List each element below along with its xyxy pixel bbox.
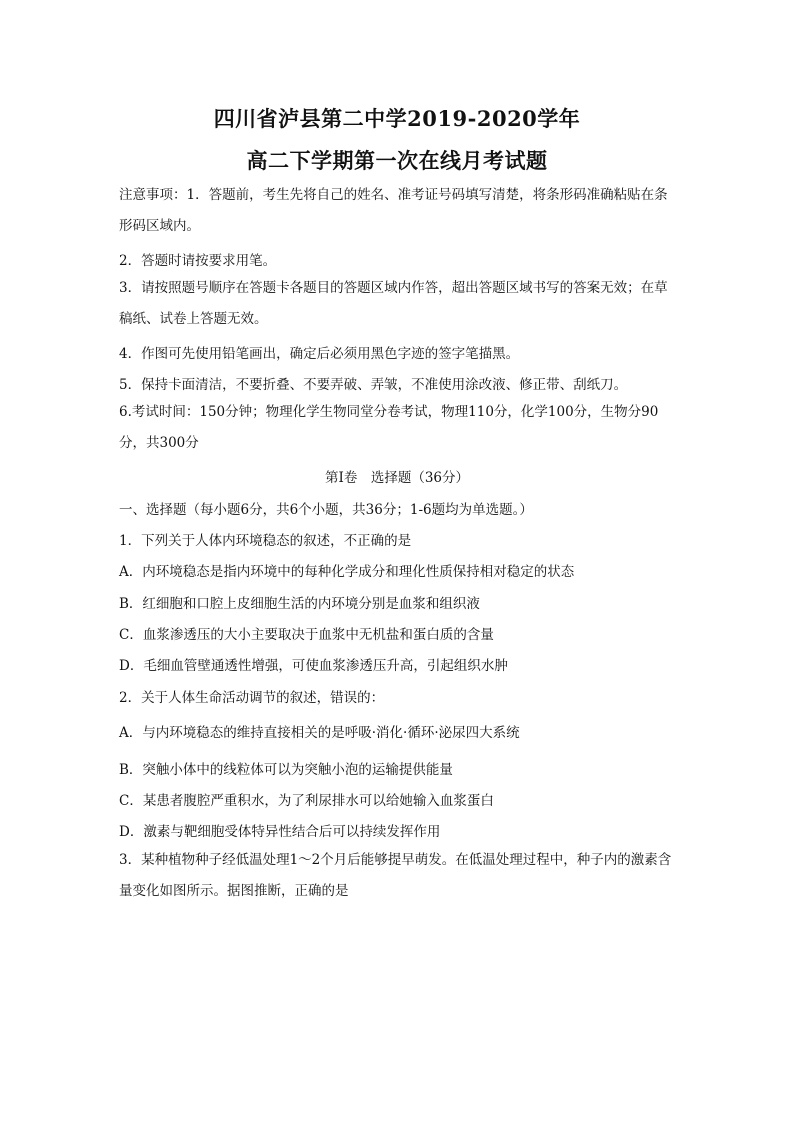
- q1-option-a: A．内环境稳态是指内环境中的每种化学成分和理化性质保持相对稳定的状态: [119, 564, 575, 580]
- note-1: 注意事项：1．答题前，考生先将自己的姓名、准考证号码填写清楚，将条形码准确粘贴在条形码区域内。: [119, 187, 668, 234]
- note-4: 4．作图可先使用铅笔画出，确定后必须用黑色字迹的签字笔描黑。: [119, 346, 520, 362]
- note-6: 6.考试时间：150分钟；物理化学生物同堂分卷考试，物理110分，化学100分，生物分90分，共300分: [119, 404, 659, 451]
- exam-title-line2: 高二下学期第一次在线月考试题: [246, 148, 548, 173]
- q1-stem: 1．下列关于人体内环境稳态的叙述，不正确的是: [119, 533, 412, 549]
- q2-option-a: A．与内环境稳态的维持直接相关的是呼吸·消化·循环·泌尿四大系统: [119, 725, 520, 741]
- note-2: 2．答题时请按要求用笔。: [119, 253, 277, 269]
- q2-option-d: D．激素与靶细胞受体特异性结合后可以持续发挥作用: [119, 824, 441, 840]
- q3-stem: 3．某种植物种子经低温处理1～2个月后能够提早萌发。在低温处理过程中，种子内的激素含量变化如图所示。据图推断，正确的是: [119, 852, 672, 899]
- note-5: 5．保持卡面清洁，不要折叠、不要弄破、弄皱，不准使用涂改液、修正带、刮纸刀。: [119, 377, 628, 393]
- part-heading: 一、选择题（每小题6分，共6个小题，共36分；1-6题均为单选题。）: [119, 502, 533, 518]
- q2-stem: 2．关于人体生命活动调节的叙述，错误的：: [119, 690, 385, 706]
- q2-option-b: B．突触小体中的线粒体可以为突触小泡的运输提供能量: [119, 762, 453, 778]
- q2-option-c: C．某患者腹腔严重积水，为了利尿排水可以给她输入血浆蛋白: [119, 793, 494, 809]
- note-3: 3．请按照题号顺序在答题卡各题目的答题区域内作答，超出答题区域书写的答案无效；在草稿纸、试卷上答题无效。: [119, 280, 668, 327]
- section-title: 第Ⅰ卷 选择题（36分）: [324, 470, 469, 486]
- q1-option-c: C．血浆渗透压的大小主要取决于血浆中无机盐和蛋白质的含量: [119, 627, 494, 643]
- exam-title-line1: 四川省泸县第二中学2019-2020学年: [213, 106, 581, 131]
- q1-option-b: B．红细胞和口腔上皮细胞生活的内环境分别是血浆和组织液: [119, 596, 480, 612]
- q1-option-d: D．毛细血管壁通透性增强，可使血浆渗透压升高，引起组织水肿: [119, 658, 508, 674]
